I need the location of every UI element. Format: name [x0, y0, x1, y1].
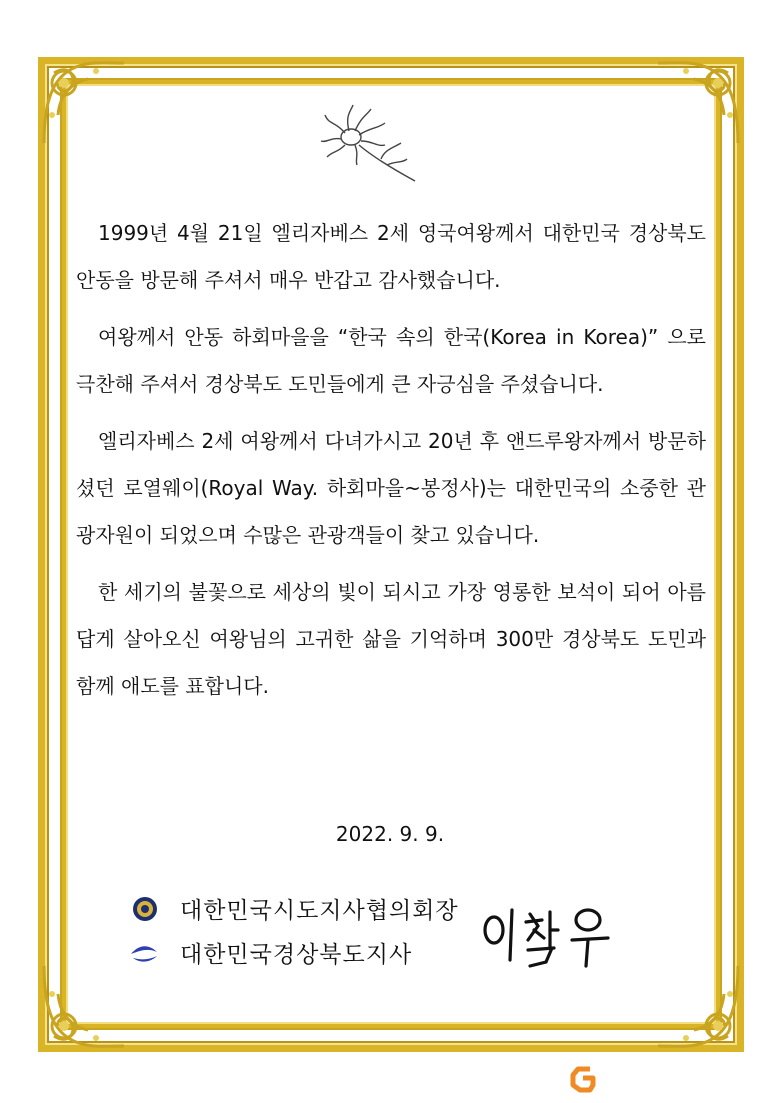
ornament-corner-icon: [36, 959, 131, 1054]
council-emblem-icon: [132, 896, 158, 922]
paragraph: 엘리자베스 2세 여왕께서 다녀가시고 20년 후 앤드루왕자께서 방문하셨던 로열웨이(Royal Way. 하회마을~봉정사)는 대한민국의 소중한 관광자원이 되었으며 수많은 관광객들이 찾고 있습니다.: [76, 429, 706, 547]
signatory-row: [132, 892, 459, 925]
g-logo-icon: [568, 1063, 598, 1093]
signatory-row: [132, 936, 412, 969]
signatory-title: 대한민국경상북도지사: [180, 942, 413, 968]
chrysanthemum-icon: [315, 103, 425, 183]
signatory-title: 대한민국시도지사협의회장: [180, 898, 459, 924]
paragraph: 한 세기의 불꽃으로 세상의 빛이 되시고 가장 영롱한 보석이 되어 아름답게 살아오신 여왕님의 고귀한 삶을 기억하며 300만 경상북도 도민과 함께 애도를 표합니다.: [76, 580, 706, 698]
letter-date: 2022. 9. 9.: [335, 822, 445, 846]
ornament-corner-icon: [651, 55, 746, 150]
ornament-corner-icon: [651, 959, 746, 1054]
handwritten-signature: [480, 900, 615, 970]
ornament-corner-icon: [36, 55, 131, 150]
paragraph: 1999년 4월 21일 엘리자베스 2세 영국여왕께서 대한민국 경상북도 안동을 방문해 주셔서 매우 반갑고 감사했습니다.: [76, 221, 706, 292]
letter-body: [76, 210, 706, 720]
gyeongbuk-logo-icon: [124, 940, 164, 966]
paragraph: 여왕께서 안동 하회마을을 “한국 속의 한국(Korea in Korea)” 으로 극찬해 주셔서 경상북도 도민들에게 큰 자긍심을 주셨습니다.: [76, 325, 706, 396]
